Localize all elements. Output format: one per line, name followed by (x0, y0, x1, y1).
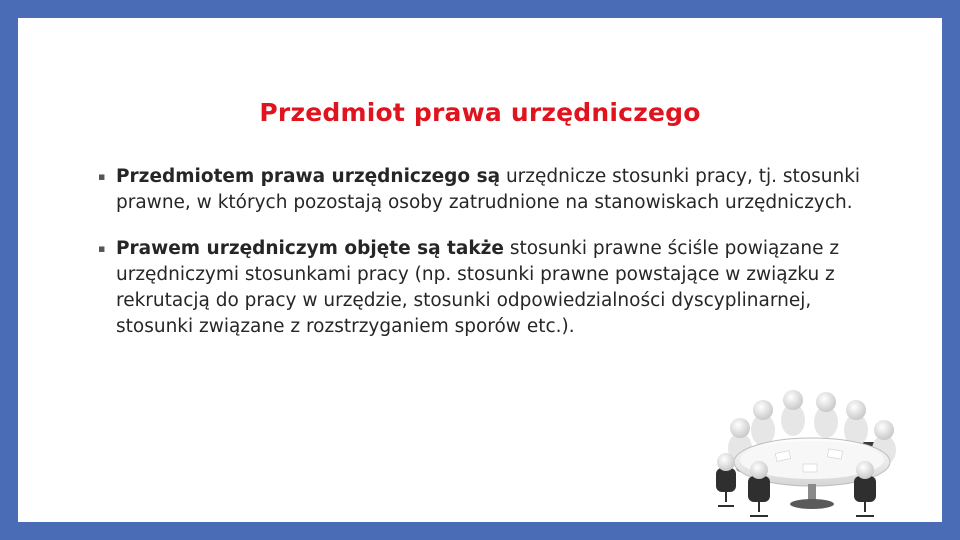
bullet-item-2 (98, 236, 868, 340)
bullet-item-1 (98, 164, 868, 216)
bullet-lead-text: Przedmiotem prawa urzędniczego są (116, 166, 501, 187)
bullet-list (98, 164, 868, 360)
bullet-square-icon: ▪ (98, 242, 106, 255)
bullet-lead-text: Prawem urzędniczym objęte są także (116, 238, 504, 259)
bullet-body-text: urzędnicze stosunki pracy, tj. stosunki prawne, w których pozostają osoby zatrudnione na stanowiskach urzędniczych. (116, 166, 861, 213)
slide (18, 18, 942, 522)
meeting-table-people-icon (708, 390, 918, 520)
bullet-square-icon: ▪ (98, 170, 106, 183)
slide-title: Przedmiot prawa urzędniczego (259, 98, 701, 127)
bullet-body-text: stosunki prawne ściśle powiązane z urzędniczymi stosunkami pracy (np. stosunki prawne powstające w związku z rekrutacją do pracy w urzędzie, stosunki odpowiedzialności dyscyplinarnej, stosunki związane z rozstrzyganiem sporów etc.). (116, 238, 840, 337)
